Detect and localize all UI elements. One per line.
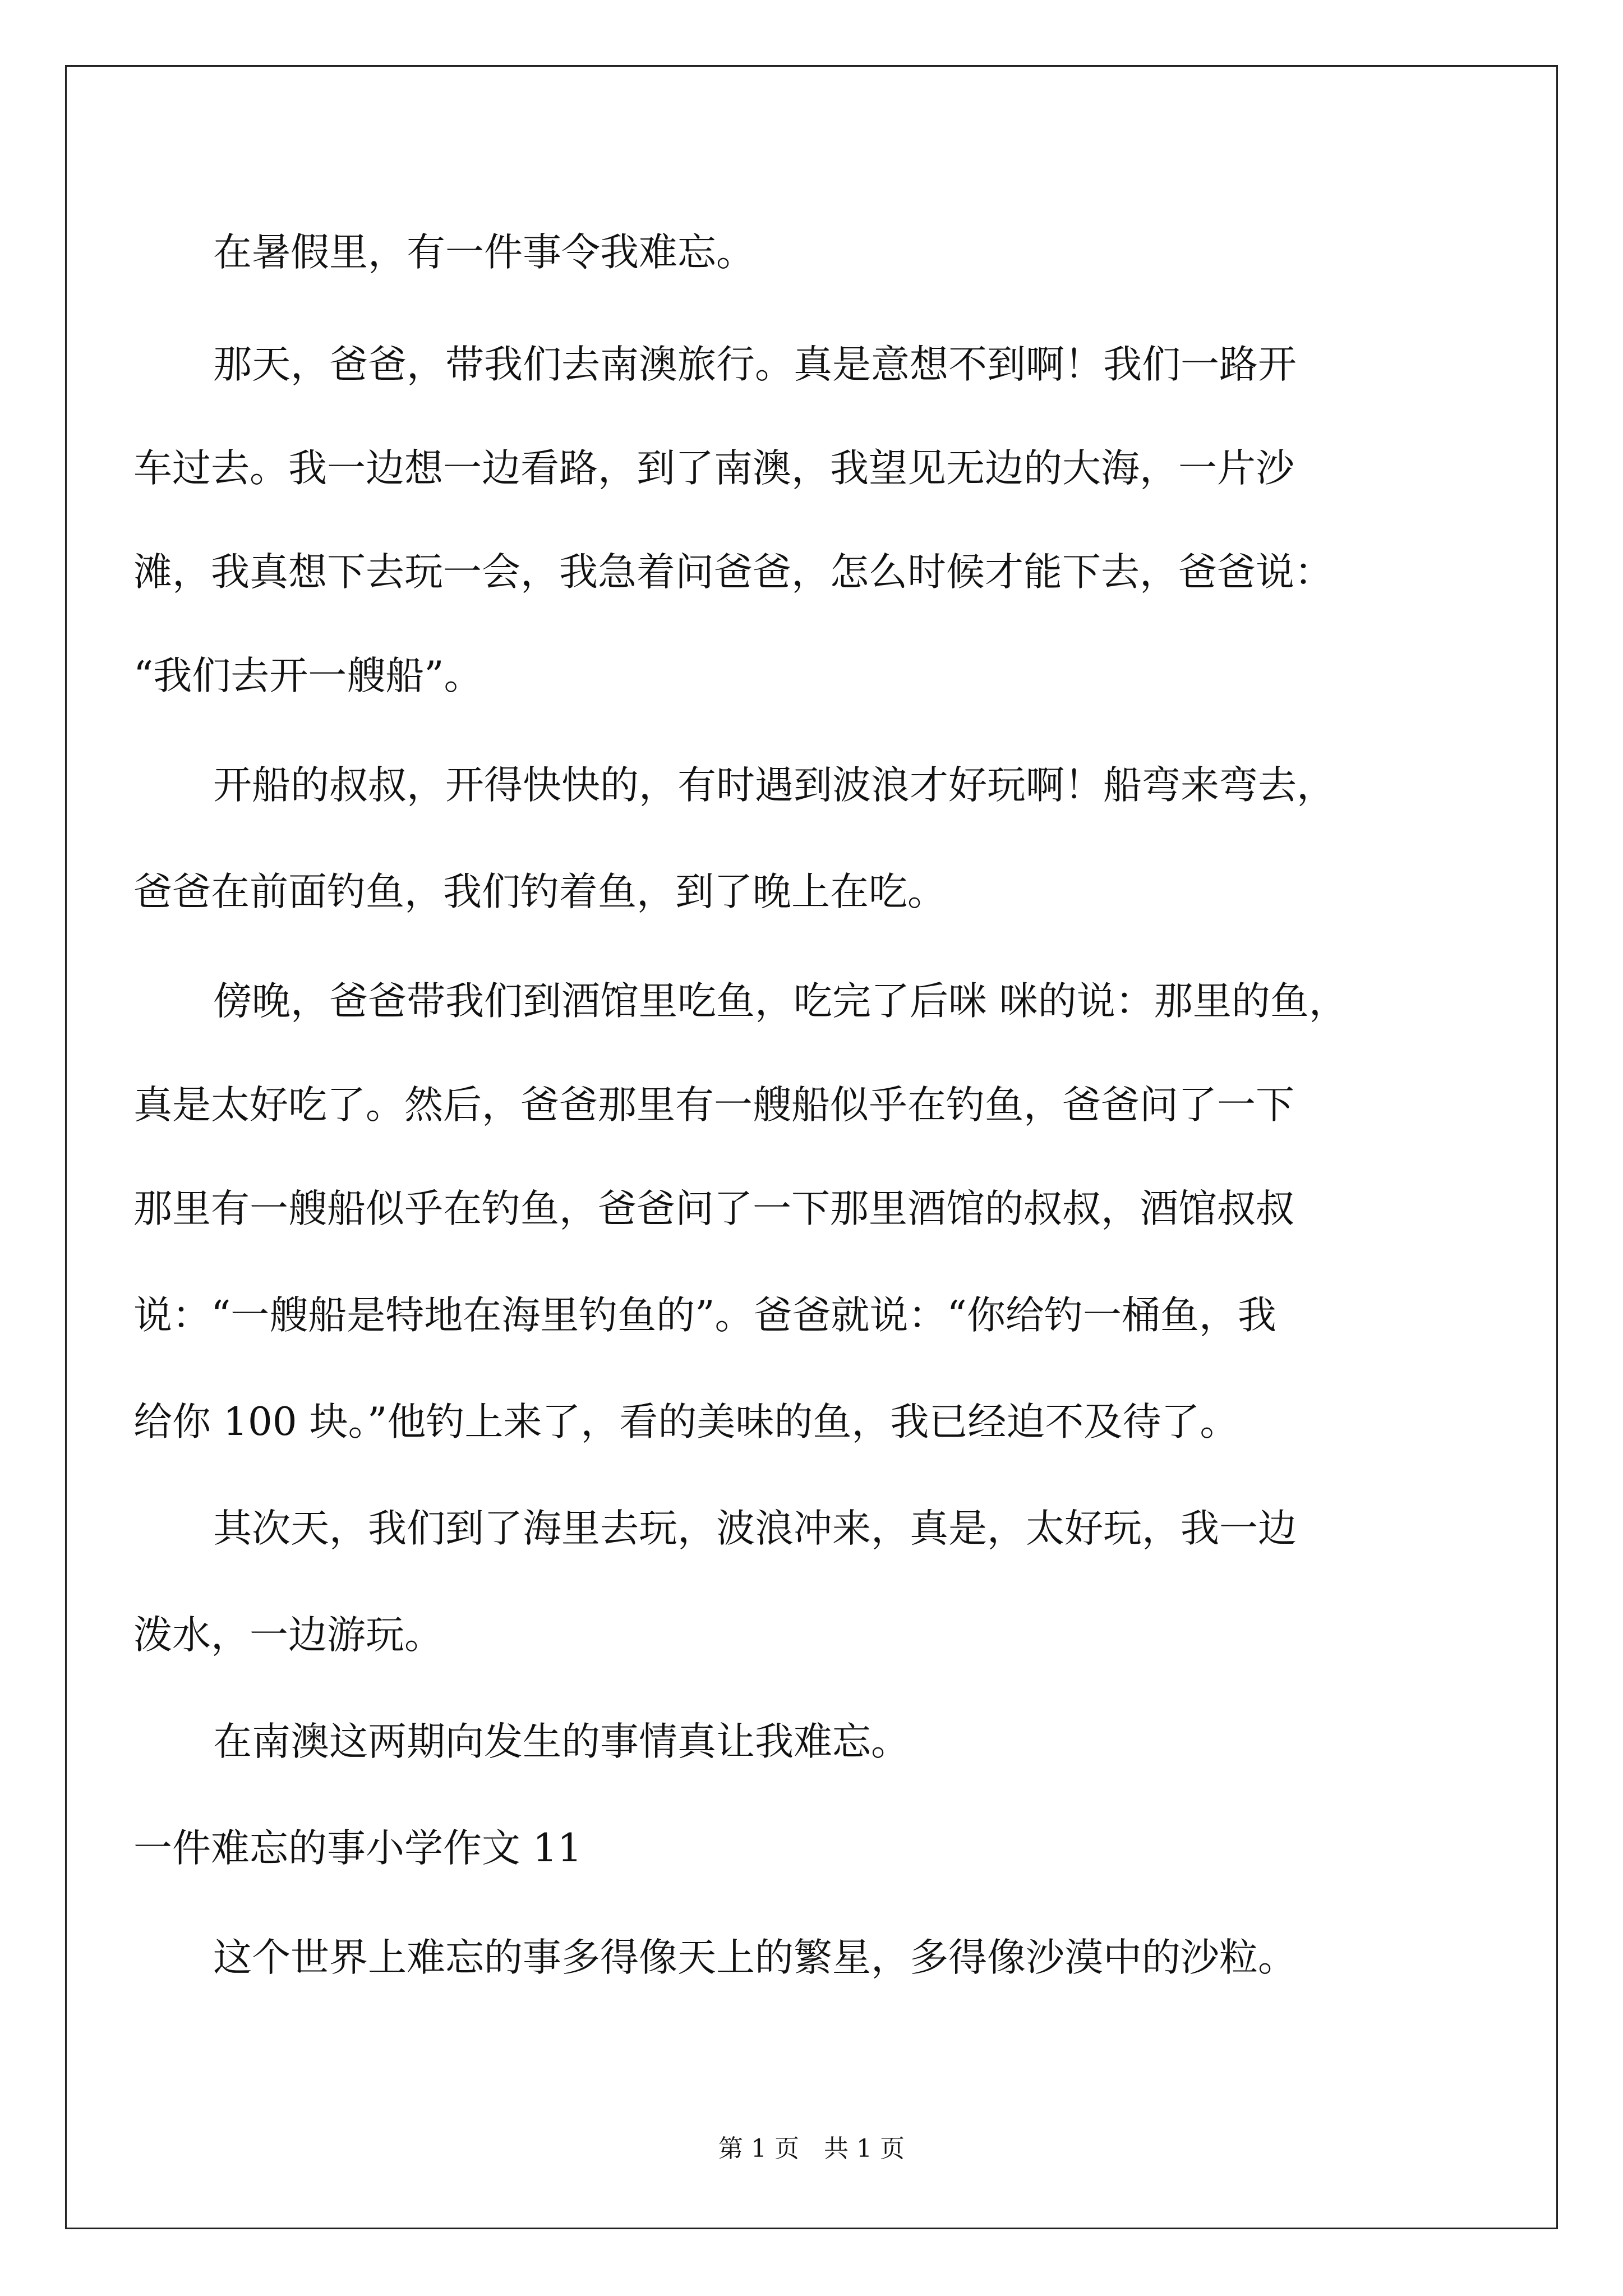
paragraph-line: 爸爸在前面钓鱼，我们钓着鱼，到了晚上在吃。 — [133, 869, 946, 914]
section-heading: 一件难忘的事小学作文 11 — [133, 1826, 582, 1871]
paragraph-line: 其次天，我们到了海里去玩，波浪冲来，真是，太好玩，我一边 — [213, 1506, 1297, 1551]
paragraph-line: “我们去开一艘船”。 — [133, 654, 483, 698]
paragraph-line: 开船的叔叔，开得快快的，有时遇到波浪才好玩啊！船弯来弯去， — [213, 763, 1335, 808]
paragraph-line: 那天，爸爸，带我们去南澳旅行。真是意想不到啊！我们一路开 — [213, 342, 1297, 387]
paragraph-line: 在南澳这两期向发生的事情真让我难忘。 — [213, 1719, 910, 1764]
paragraph-line: 傍晚，爸爸带我们到酒馆里吃鱼，吃完了后咪 咪的说：那里的鱼， — [213, 979, 1348, 1024]
paragraph-line: 这个世界上难忘的事多得像天上的繁星，多得像沙漠中的沙粒。 — [213, 1935, 1297, 1980]
paragraph-line: 真是太好吃了。然后，爸爸那里有一艘船似乎在钓鱼，爸爸问了一下 — [133, 1083, 1294, 1128]
paragraph-line: 那里有一艘船似乎在钓鱼，爸爸问了一下那里酒馆的叔叔，酒馆叔叔 — [133, 1186, 1294, 1231]
paragraph-line: 滩，我真想下去玩一会，我急着问爸爸，怎么时候才能下去，爸爸说： — [133, 550, 1333, 595]
paragraph-line: 车过去。我一边想一边看路，到了南澳，我望见无边的大海，一片沙 — [133, 446, 1294, 491]
paragraph-line: 泼水，一边游玩。 — [133, 1613, 443, 1658]
paragraph-line: 说：“一艘船是特地在海里钓鱼的”。爸爸就说：“你给钓一桶鱼，我 — [133, 1293, 1276, 1338]
page-footer: 第 1 页 共 1 页 — [718, 2134, 905, 2163]
paragraph-line: 给你 100 块。”他钓上来了，看的美味的鱼，我已经迫不及待了。 — [133, 1400, 1239, 1444]
paragraph-line: 在暑假里，有一件事令我难忘。 — [213, 230, 755, 275]
